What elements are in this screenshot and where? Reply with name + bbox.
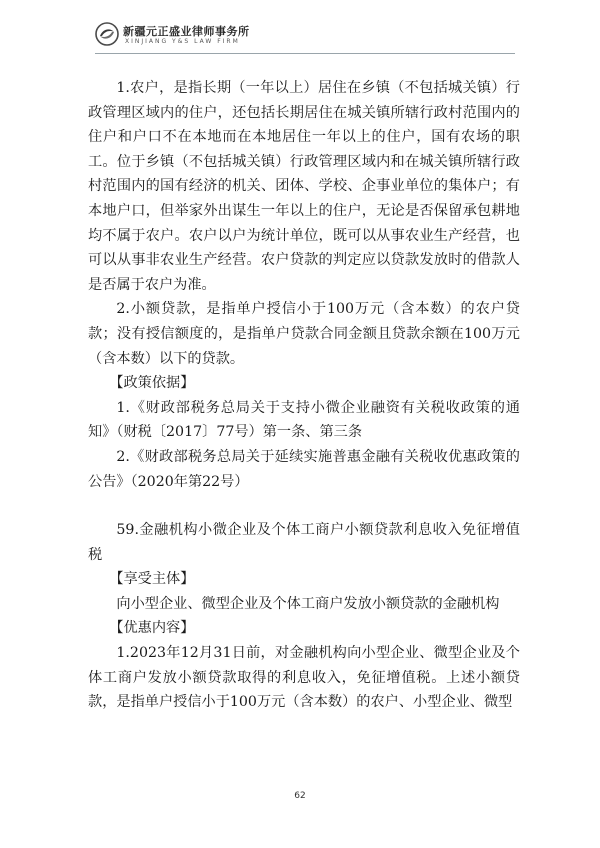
heading-preferential-content: 【优惠内容】 — [109, 620, 195, 637]
heading-policy-basis: 【政策依据】 — [109, 375, 195, 392]
paragraph-small-loan-definition: 2.小额贷款，是指单户授信小于100万元（含本数）的农户贷款；没有授信额度的，是指单户贷款合同金额且贷款余额在100万元（含本数）以下的贷款。 — [88, 301, 520, 367]
firm-logo-icon — [95, 22, 119, 46]
firm-name: 新疆元正盛业律师事务所 — [123, 25, 250, 38]
page-header — [95, 20, 295, 50]
paragraph-policy-basis-1: 1.《财政部税务总局关于支持小微企业融资有关税收政策的通知》（财税〔2017〕77号）第一条、第三条 — [88, 399, 520, 441]
section-title-59: 59.金融机构小微企业及个体工商户小额贷款利息收入免征增值税 — [88, 522, 520, 563]
paragraph-policy-basis-2: 2.《财政部税务总局关于延续实施普惠金融有关税收优惠政策的公告》（2020年第22号） — [88, 448, 520, 490]
paragraph-beneficiary: 向小型企业、微型企业及个体工商户发放小额贷款的金融机构 — [116, 595, 500, 612]
paragraph-farmer-definition: 1.农户，是指长期（一年以上）居住在乡镇（不包括城关镇）行政管理区域内的住户，还包括长期居住在城关镇所辖行政村范围内的住户和户口不在本地而在本地居住一年以上的住户，国有农场的职工。位于乡镇（不包括城关镇）行政管理区域内和在城关镇所辖行政村范围内的国有经济的机关、团体、学校、企事业单位的集体户；有本地户口，但举家外出谋生一年以上的住户，无论是否保留承包耕地均不属于农户。农户以户为统计单位，既可以从事农业生产经营，也可以从事非农业生产经营。农户贷款的判定应以贷款发放时的借款人是否属于农户为准。 — [88, 80, 520, 293]
firm-name-english: XINJIANG Y&S LAW FIRM — [125, 38, 240, 45]
heading-beneficiary: 【享受主体】 — [109, 571, 195, 588]
header-divider — [95, 53, 515, 54]
section-spacer — [88, 494, 520, 518]
paragraph-preferential-content: 1.2023年12月31日前，对金融机构向小型企业、微型企业及个体工商户发放小额贷款取得的利息收入，免征增值税。上述小额贷款，是指单户授信小于100万元（含本数）的农户、小型企业、微型 — [88, 645, 520, 711]
page-number: 62 — [294, 791, 306, 801]
document-body — [88, 76, 520, 715]
